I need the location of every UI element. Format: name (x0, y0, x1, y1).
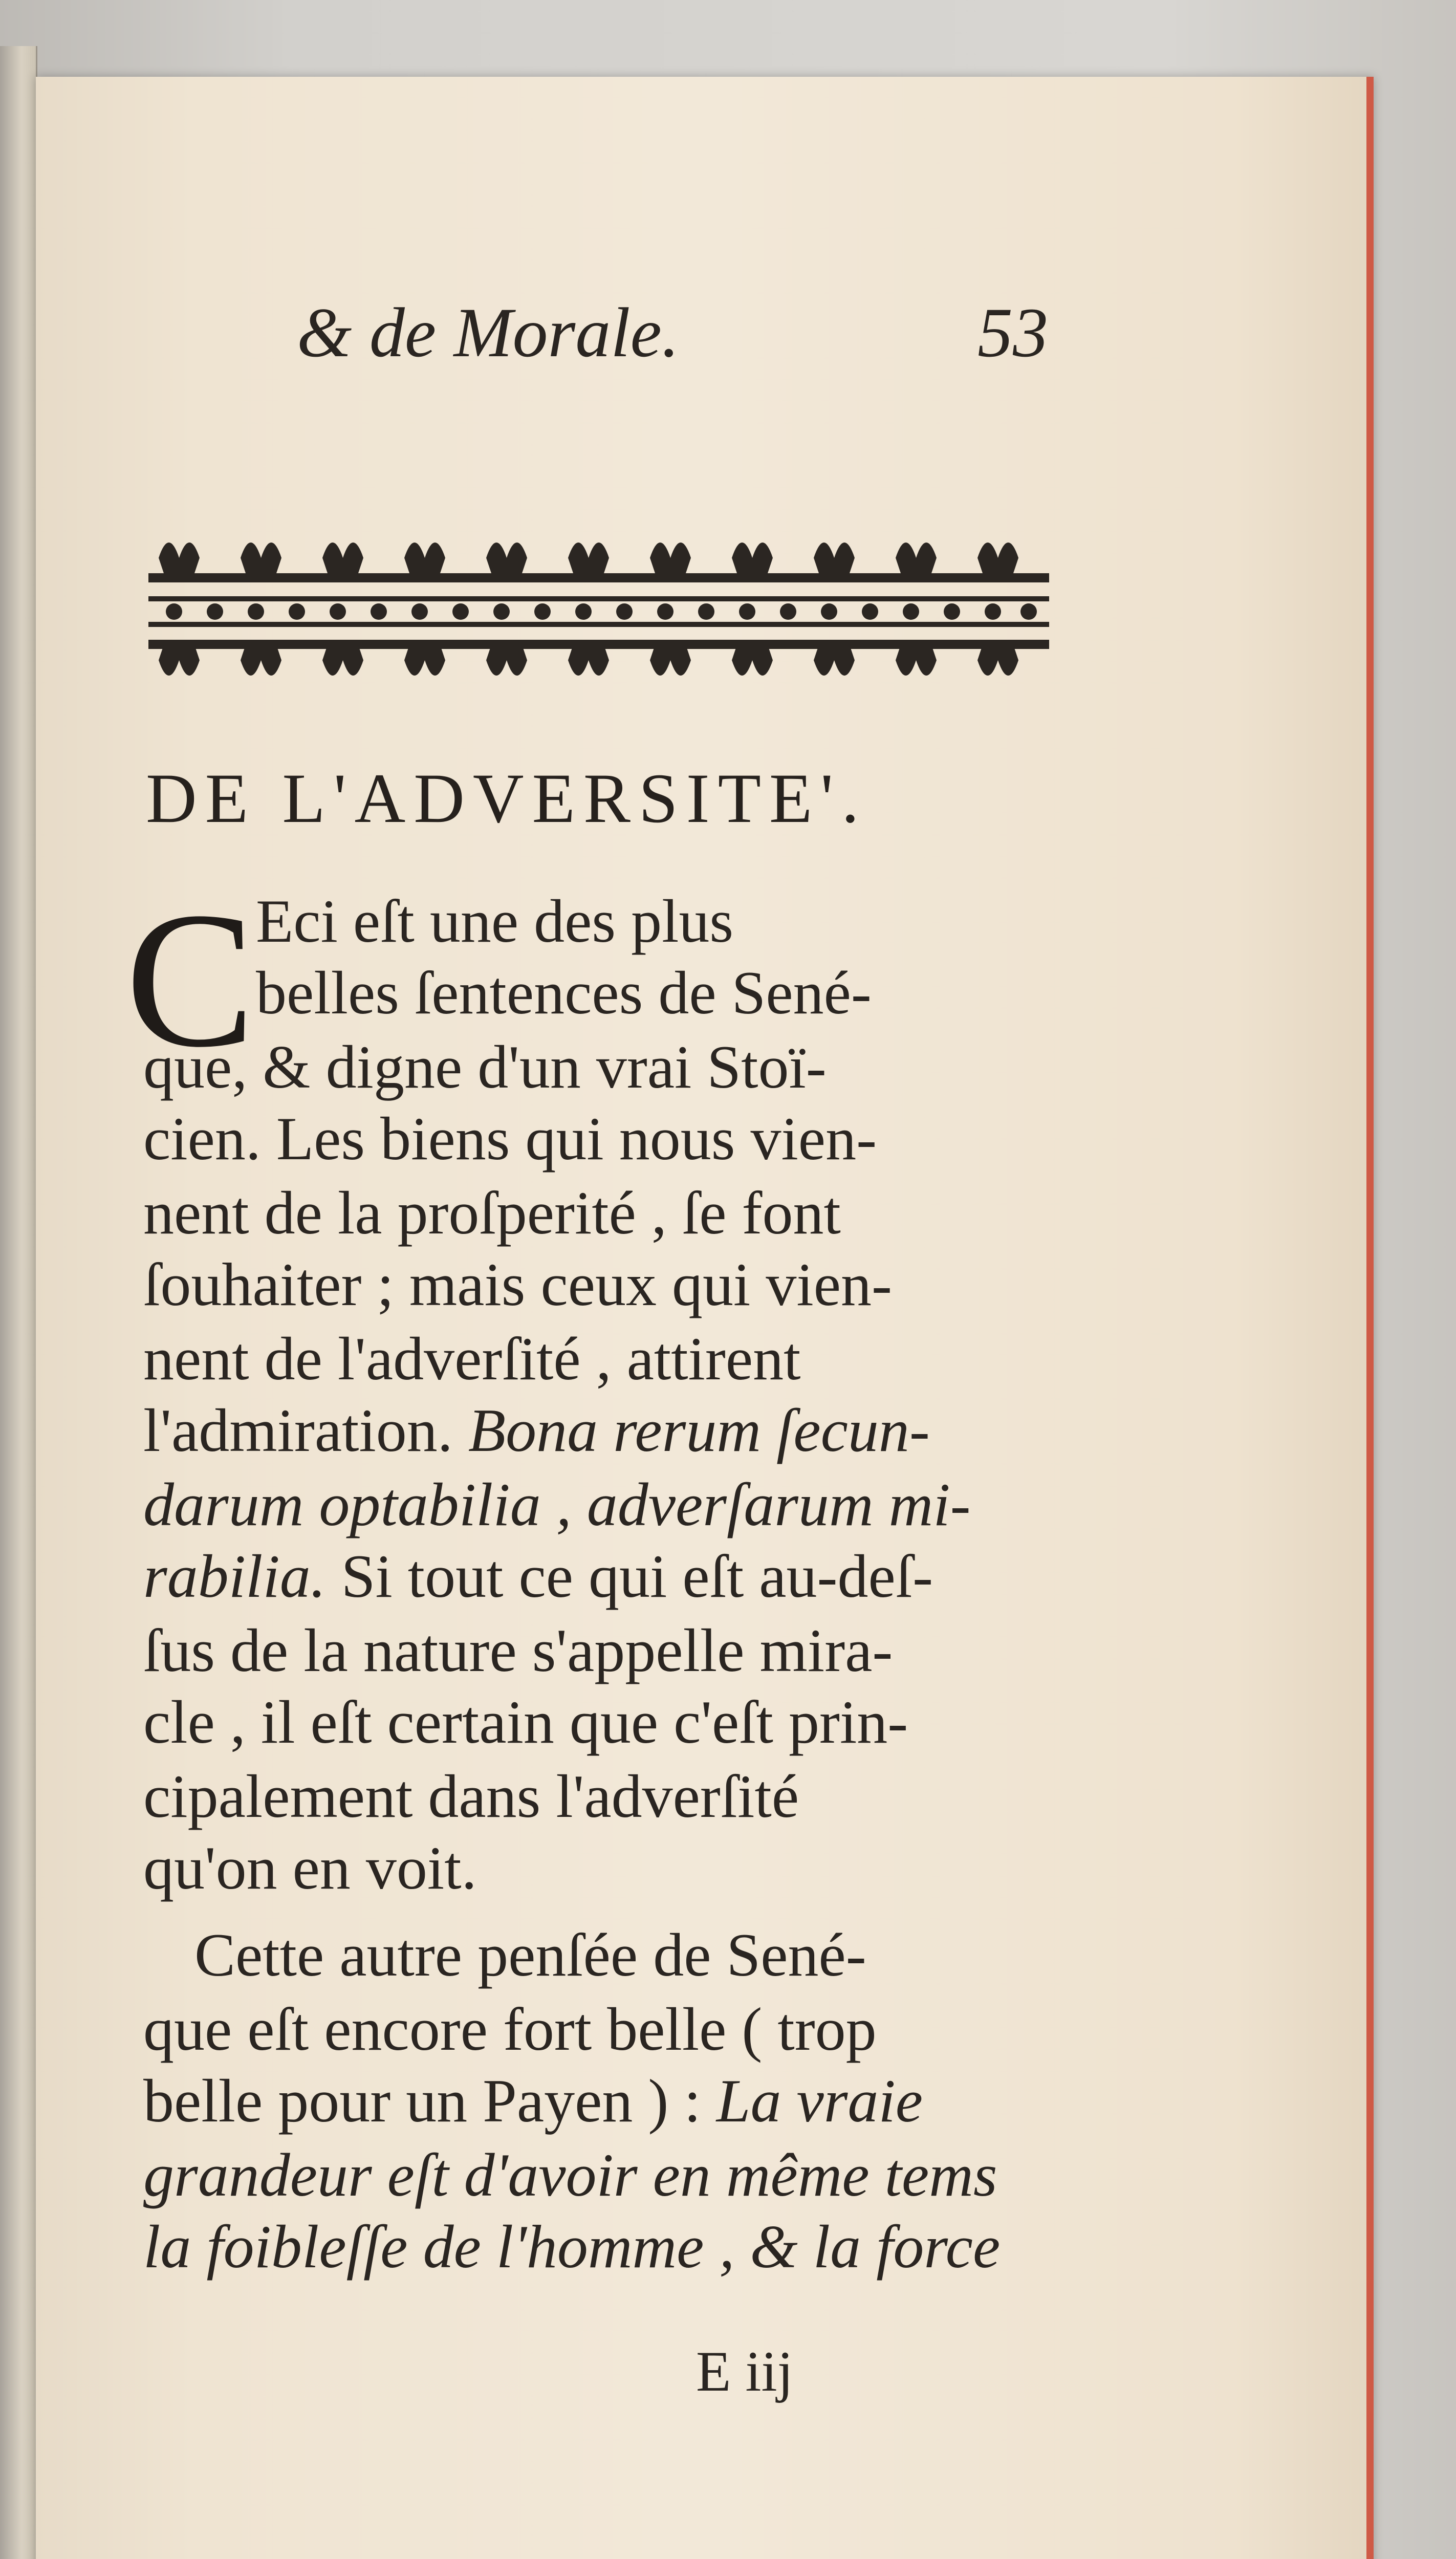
text-line-main: nent de la proſperité , ſe font (143, 1179, 841, 1247)
text-line-main: nent de l'adverſité , attirent (143, 1325, 801, 1393)
text-line (143, 1033, 827, 1101)
text-line-main: Cette autre penſée de Sené- (194, 1921, 866, 1989)
text-line-main: qu'on en voit. (143, 1834, 477, 1902)
text-line-main: ſus de la nature s'appelle mira- (143, 1616, 893, 1684)
text-line (143, 1616, 893, 1684)
text-line (143, 1470, 971, 1538)
fleuron-row-top (148, 543, 1049, 582)
text-line-main: belles ſentences de Sené- (256, 959, 872, 1027)
text-line-main: belle pour un Payen ) : (143, 2067, 701, 2135)
text-line (143, 1325, 801, 1393)
text-line (143, 1250, 892, 1318)
book-page (36, 77, 1374, 2559)
drop-cap-initial: C (125, 872, 255, 1088)
text-line (143, 1396, 930, 1464)
text-line (143, 2141, 997, 2209)
running-head: & de Morale. (297, 293, 680, 372)
page-number: 53 (977, 293, 1048, 372)
text-line (194, 1921, 866, 1989)
text-line (256, 959, 872, 1027)
text-line-tail: Si tout ce qui eſt au-deſ- (341, 1542, 933, 1610)
text-line-main: Eci eſt une des plus (256, 887, 734, 955)
text-line-tail: Bona rerum ſecun- (468, 1396, 930, 1464)
text-line (256, 887, 734, 955)
text-line-tail: La vraie (716, 2067, 923, 2135)
text-line (143, 1104, 877, 1173)
text-line-main: cipalement dans l'adverſité (143, 1762, 799, 1830)
text-line-main: ſouhaiter ; mais ceux qui vien- (143, 1250, 892, 1318)
text-line (143, 2213, 1001, 2281)
text-line-main: grandeur eſt d'avoir en même tems (143, 2141, 997, 2209)
ornamental-headpiece (138, 502, 1059, 717)
fleuron-chain (148, 596, 1049, 627)
text-line-main: l'admiration. (143, 1396, 453, 1464)
text-line-main: cle , il eſt certain que c'eſt prin- (143, 1688, 908, 1756)
text-line (143, 1834, 477, 1902)
text-line (143, 1762, 799, 1830)
text-line (143, 1688, 908, 1756)
text-line (143, 2067, 923, 2135)
text-line-main: cien. Les biens qui nous vien- (143, 1104, 877, 1173)
text-line-main: que eſt encore fort belle ( trop (143, 1995, 877, 2063)
text-line-main: la foibleſſe de l'homme , & la force (143, 2213, 1001, 2281)
text-line-main: darum optabilia , adverſarum mi- (143, 1470, 971, 1538)
signature-mark: E iij (696, 2340, 793, 2403)
previous-page-edge (0, 46, 37, 2559)
text-line (143, 1542, 933, 1610)
text-line-main: que, & digne d'un vrai Stoï- (143, 1033, 827, 1101)
chapter-title: DE L'ADVERSITE'. (146, 759, 867, 837)
text-line (143, 1179, 841, 1247)
fleuron-row-bottom (148, 640, 1049, 676)
text-line-main: rabilia. (143, 1542, 326, 1610)
text-line (143, 1995, 877, 2063)
